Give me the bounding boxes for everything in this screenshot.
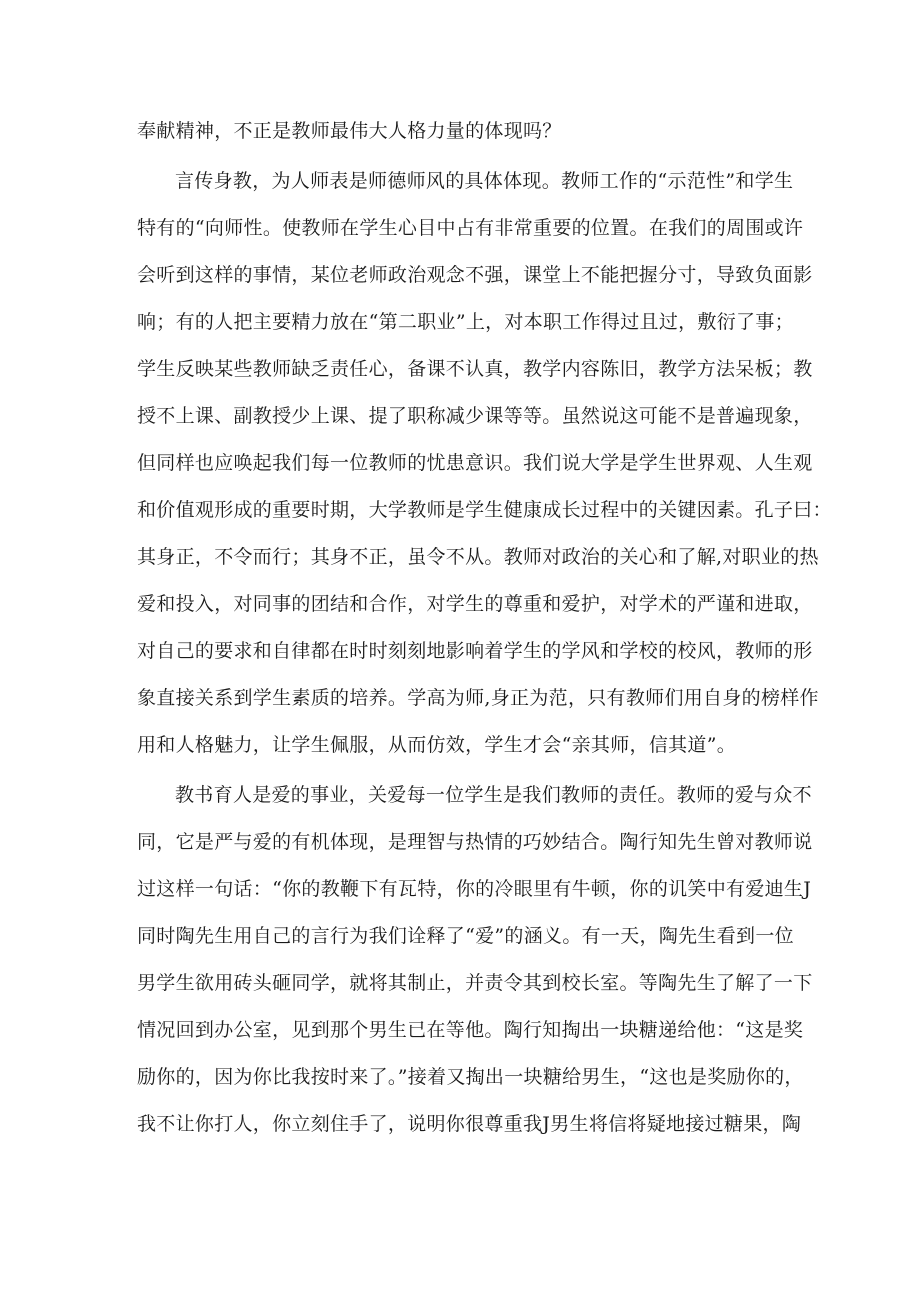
text-line: 我不让你打人，你立刻住手了，说明你很尊重我J男生将信将疑地接过糖果，陶 <box>137 1113 802 1135</box>
text-line: 特有的“向师性。使教师在学生心目中占有非常重要的位置。在我们的周围或许 <box>137 217 804 239</box>
text-line: 爱和投入，对同事的团结和合作，对学生的尊重和爱护，对学术的严谨和进取， <box>137 593 813 615</box>
text-line: 其身正，不令而行；其身不正，虽令不从。教师对政治的关心和了解,对职业的热 <box>137 546 819 568</box>
text-line: 响；有的人把主要精力放在“第二职业”上，对本职工作得过且过，敷衍了事； <box>137 311 794 333</box>
text-line: 用和人格魅力，让学生佩服，从而仿效，学生才会“亲其师，信其道”。 <box>137 734 737 756</box>
text-line: 会听到这样的事情，某位老师政治观念不强，课堂上不能把握分寸，导致负面影 <box>137 264 813 286</box>
paragraph-first-line: 教书育人是爱的事业，关爱每一位学生是我们教师的责任。教师的爱与众不 <box>175 784 812 806</box>
text-line: 同，它是严与爱的有机体现，是理智与热情的巧妙结合。陶行知先生曾对教师说 <box>137 831 813 853</box>
text-line: 学生反映某些教师缺乏责任心，备课不认真，教学内容陈旧，教学方法呆板；教 <box>137 358 813 380</box>
text-line: 同时陶先生用自己的言行为我们诠释了“爱”的涵义。有一天，陶先生看到一位 <box>137 925 794 947</box>
text-line: 授不上课、副教授少上课、提了职称减少课等等。虽然说这可能不是普遍现象， <box>137 405 813 427</box>
text-line: 和价值观形成的重要时期，大学教师是学生健康成长过程中的关键因素。孔子曰： <box>137 499 832 521</box>
text-line: 奉献精神，不正是教师最伟大人格力量的体现吗？ <box>137 120 562 142</box>
text-line: 象直接关系到学生素质的培养。学高为师,身正为范，只有教师们用自身的榜样作 <box>137 687 819 709</box>
text-line: 情况回到办公室，见到那个男生已在等他。陶行知掏出一块糖递给他：“这是奖 <box>137 1019 804 1041</box>
text-line: 但同样也应唤起我们每一位教师的忧患意识。我们说大学是学生世界观、人生观 <box>137 452 813 474</box>
text-line: 过这样一句话：“你的教鞭下有瓦特，你的冷眼里有牛顿，你的讥笑中有爱迪生J <box>137 878 812 900</box>
text-line: 励你的，因为你比我按时来了。”接着又掏出一块糖给男生，“这也是奖励你的， <box>137 1066 804 1088</box>
text-line: 男学生欲用砖头砸同学，就将其制止，并责令其到校长室。等陶先生了解了一下 <box>137 972 813 994</box>
text-line: 对自己的要求和自律都在时时刻刻地影响着学生的学风和学校的校风，教师的形 <box>137 640 813 662</box>
paragraph-first-line: 言传身教，为人师表是师德师风的具体体现。教师工作的“示范性”和学生 <box>175 170 794 192</box>
